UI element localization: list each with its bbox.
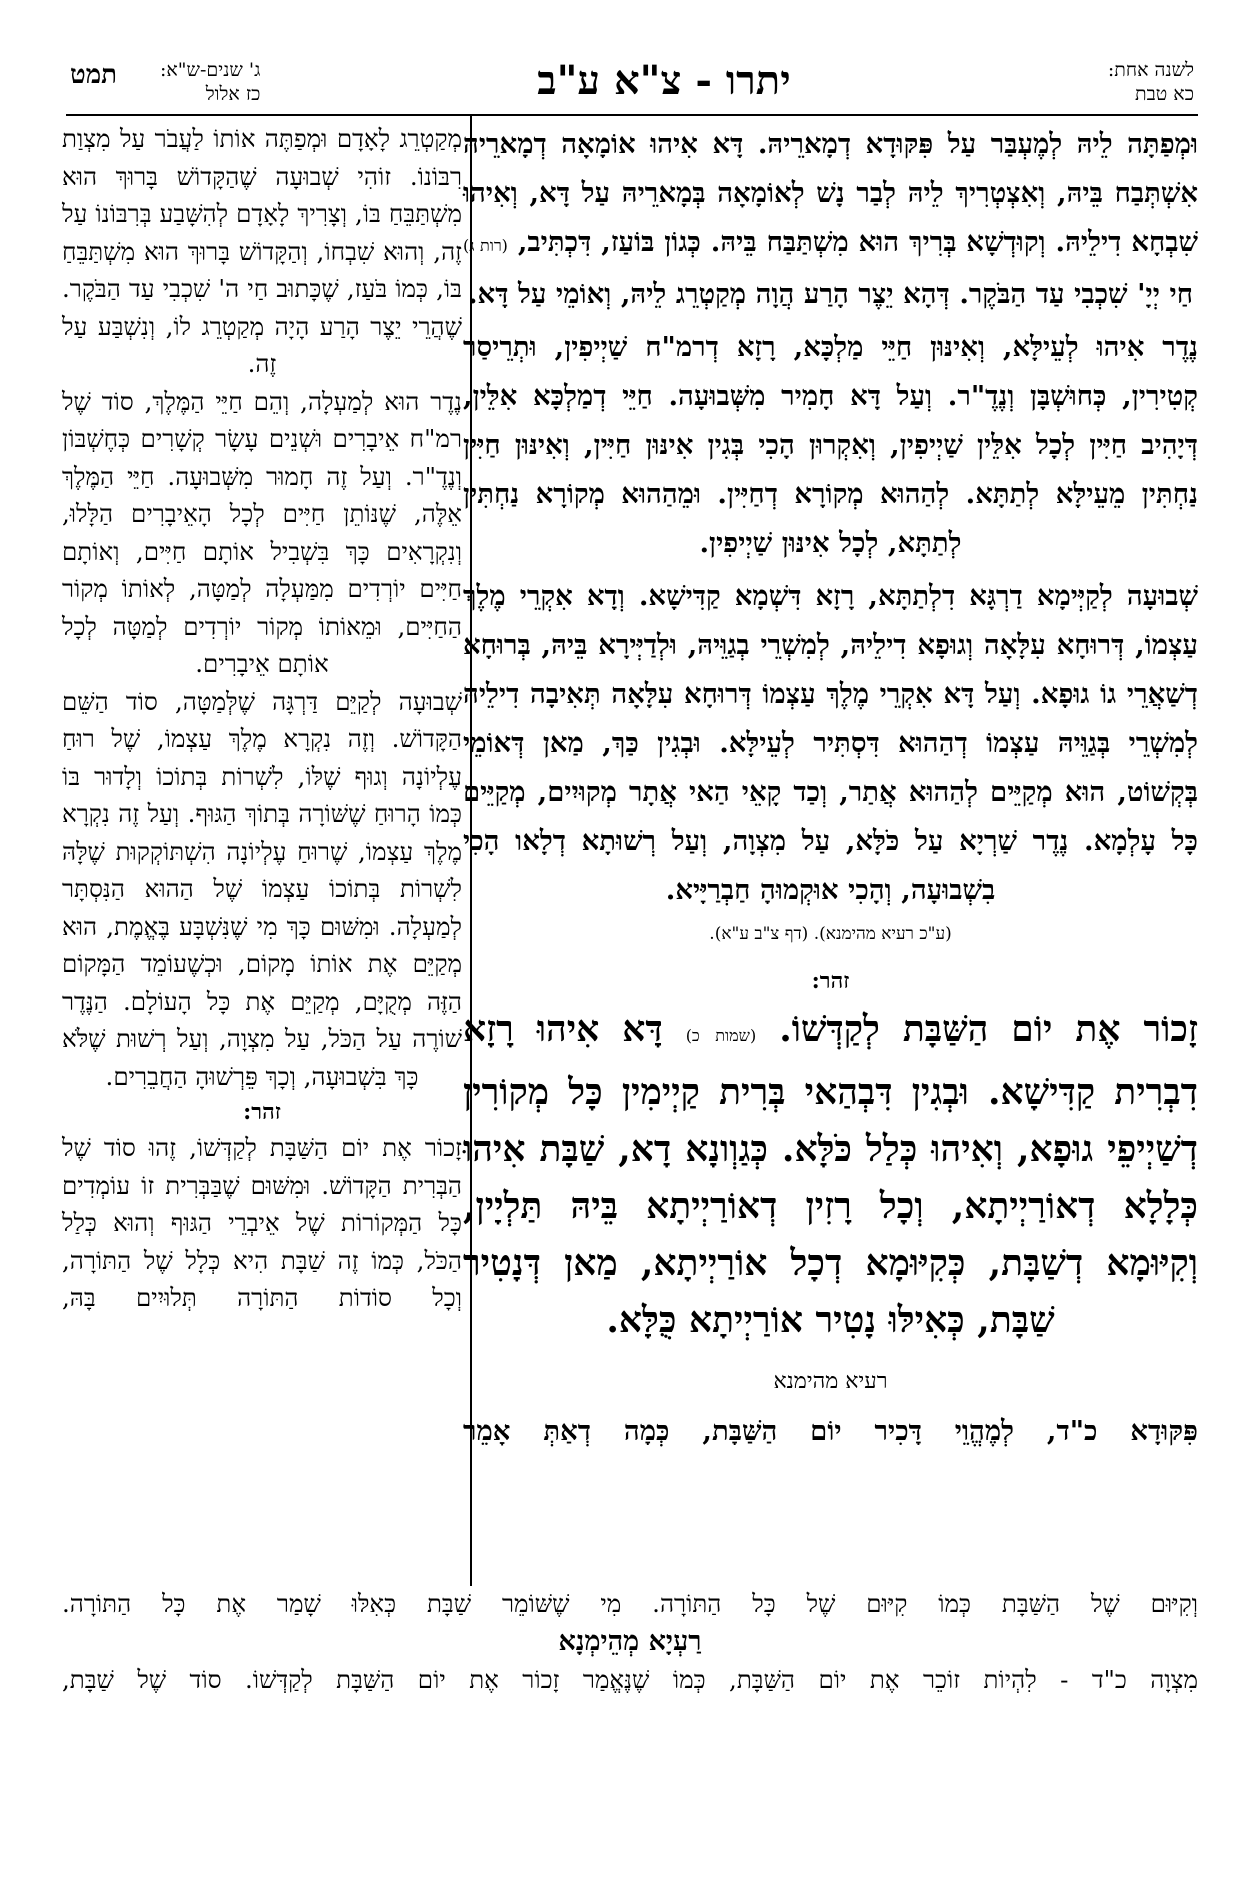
main-p1-text: וּמְפַתָּה לֵיהּ לְמֶעְבַּר עַל פִּקּוּדָא דְמָארֵיהּ. דָּא אִיהוּ אוֹמָאָה דְמָארֵיהּ אִשְׁתְּבַח בֵּיהּ, וְאִצְטְרִיךְ לֵיהּ לְבַר נָשׁ לְאוֹמָאָה בְּמָארֵיהּ עַל דָּא, וְאִיהוּ שִׁבְחָא דִילֵיהּ. וְקוּדְשָׁא בְּרִיךְ הוּא מִשְׁתַּבַּח בֵּיהּ. כְּגוֹן בּוֹעַז, דִּכְתִּיב,: [463, 128, 1198, 258]
side-paragraph-2: נֶדֶר הוּא לְמַעְלָה, וְהֵם חַיֵּי הַמֶּלֶךְ, סוֹד שֶׁל רמ"ח אֵיבָרִים וּשְׁנֵים עָשָׂר קְשָׁרִים כְּחֶשְׁבּוֹן וְנֶדֶ"ר. וְעַל זֶה חָמוּר מִשְּׁבוּעָה. חַיֵּי הַמֶּלֶךְ אֵלֶּה, שֶׁנּוֹתֵן חַיִּים לְכָל הָאֵיבָרִים הַלָּלוּ, וְנִקְרָאִים כָּךְ בִּשְׁבִיל אוֹתָם חַיִּים, וְאוֹתָם חַיִּים יוֹרְדִים מִמַּעְלָה לְמַטָּה, לְאוֹתוֹ מְקוֹר הַחַיִּים, וּמֵאוֹתוֹ מְקוֹר יוֹרְדִים לְמַטָּה לְכָל אוֹתָם אֵיבָרִים.: [62, 386, 462, 678]
page-header: [70, 58, 1194, 122]
header-left: [160, 58, 260, 106]
bottom-line-2: מִצְוָה כ"ד - לִהְיוֹת זוֹכֵר אֶת יוֹם הַשַּׁבָּת, כְּמוֹ שֶׁנֶּאֱמַר זָכוֹר אֶת יוֹם הַשַּׁבָּת לְקַדְּשׁוֹ. סוֹד שֶׁל שַׁבָּת,: [62, 1665, 1198, 1694]
side-paragraph-3: שְׁבוּעָה לְקַיֵּם דַּרְגָּה שֶׁלְּמַטָּה, סוֹד הַשֵּׁם הַקָּדוֹשׁ. וְזֶה נִקְרָא מֶלֶךְ עַצְמוֹ, שֶׁל רוּחַ עֶלְיוֹנָה וְגוּף שֶׁלּוֹ, לִשְׁרוֹת בְּתוֹכוֹ וְלָדוּר בּוֹ כְּמוֹ הָרוּחַ שֶׁשּׁוֹרָה בְּתוֹךְ הַגּוּף. וְעַל זֶה נִקְרָא מֶלֶךְ עַצְמוֹ, שֶׁרוּחַ עֶלְיוֹנָה הִשְׁתּוֹקְקוּת שֶׁלָּהּ לִשְׁרוֹת בְּתוֹכוֹ עַצְמוֹ שֶׁל הַהוּא הַנִּסְתָּר לְמַעְלָה. וּמִשּׁוּם כָּךְ מִי שֶׁנִּשְׁבָּע בֶּאֱמֶת, הוּא מְקַיֵּם אֶת אוֹתוֹ מָקוֹם, וּכְשֶׁעוֹמֵד הַמָּקוֹם הַזֶּה מְקֻיָּם, מְקַיֵּם אֶת כָּל הָעוֹלָם. הַנֶּדֶר שׁוֹרֶה עַל הַכֹּל, עַל מִצְוָה, וְעַל רְשׁוּת שֶׁלֹּא כָּךְ בִּשְׁבוּעָה, וְכָךְ פֵּרְשׁוּהָ הַחֲבֵרִים.: [62, 686, 462, 1091]
header-left-bottom: כז אלול: [205, 83, 261, 105]
main-zohar-start: זָכוֹר אֶת יוֹם הַשַּׁבָּת לְקַדְּשׁוֹ.: [779, 1008, 1198, 1050]
column-divider: [470, 114, 472, 1586]
side-paragraph-1: מְקַטְרֵג לָאָדָם וּמְפַתֶּה אוֹתוֹ לַעֲבֹר עַל מִצְוַת רִבּוֹנוֹ. זוֹהִי שְׁבוּעָה שֶׁהַקָּדוֹשׁ בָּרוּךְ הוּא מִשְׁתַּבֵּחַ בּוֹ, וְצָרִיךְ לָאָדָם לְהִשָּׁבַע בְּרִבּוֹנוֹ עַל זֶה, וְהוּא שִׁבְחוֹ, וְהַקָּדוֹשׁ בָּרוּךְ הוּא מִשְׁתַּבֵּחַ בּוֹ, כְּמוֹ בֹּעַז, שֶׁכָּתוּב חַי ה' שִׁכְבִי עַד הַבֹּקֶר. שֶׁהֲרֵי יֵצֶר הָרַע הָיָה מְקַטְרֵג לוֹ, וְנִשְׁבַּע עַל זֶה.: [62, 124, 462, 378]
side-zohar-heading: זהר:: [243, 1099, 281, 1125]
header-right-top: לשנה אחת:: [1107, 59, 1194, 81]
bottom-heading: רַעְיָא מְהֵימְנָא: [558, 1626, 702, 1657]
main-zohar-rest: דָּא אִיהוּ רָזָא דִבְרִית קַדִּישָׁא. וּבְגִין דִּבְהַאי בְּרִית קַיְימִין כָּל מְקוֹרִין דְשַׁיְיפֵי גוּפָא, וְאִיהוּ כְּלַל כֹּלָּא. כְּגַוְונָא דָא, שַׁבָּת אִיהוּ כְּלָלָא דְאוֹרַיְיתָא, וְכָל רָזִין דְאוֹרַיְיתָא בֵּיהּ תַּלְיָין, וְקִיּוּמָא דְשַׁבָּת, כְּקִיּוּמָא דְכָל אוֹרַיְיתָא, מַאן דְּנָטִיר שַׁבָּת, כְּאִילּוּ נָטִיר אוֹרַיְיתָא כֻּלָּא.: [463, 1008, 1198, 1341]
main-paragraph-2: נֶדֶר אִיהוּ לְעֵילָּא, וְאִינּוּן חַיֵּי מַלְכָּא, רָזָא דְרמ"ח שַׁיְיפִין, וּתְרֵיסַר קְטִירִין, כְּחוּשְׁבָּן וְנֶדֶ"ר. וְעַל דָּא חָמִיר מִשְּׁבוּעָה. חַיֵּי דְמַלְכָּא אִלֵּין, דְּיָהִיב חַיִּין לְכָל אִלֵּין שַׁיְיפִין, וְאִקְרוּן הָכִי בְּגִין אִינּוּן חַיִּין, וְאִינּוּן חַיִּין נַחְתִּין מֵעֵילָּא לְתַתָּא. לְהַהוּא מְקוֹרָא דְחַיִּין. וּמֵהַהוּא מְקוֹרָא נַחְתִּין לְתַתָּא, לְכָל אִינּוּן שַׁיְיפִין.: [463, 331, 1198, 559]
main-zohar-heading: זהר:: [811, 968, 850, 994]
bottom-section: [62, 1585, 1198, 1699]
main-column: [463, 120, 1198, 1585]
main-pikuda-line: פִּקּוּדָא כ"ד, לְמֶהֱוֵי דָּכִיר יוֹם הַשַּׁבָּת, כְּמָה דְאַתְּ אָמֵר: [463, 1415, 1198, 1447]
bottom-line-1: וְקִיּוּם שֶׁל הַשַּׁבָּת כְּמוֹ קִיּוּם שֶׁל כָּל הַתּוֹרָה. מִי שֶׁשּׁוֹמֵר שַׁבָּת כְּאִלּוּ שָׁמַר אֶת כָּל הַתּוֹרָה.: [62, 1589, 1198, 1618]
main-paragraph-3: שְׁבוּעָה לְקַיְּימָא דַרְגָּא דִלְתַתָּא, רָזָא דִּשְׁמָא קַדִּישָׁא. וְדָא אִקְרֵי מֶלֶךְ עַצְמוֹ, דְּרוּחָא עִלָּאָה וְגוּפָא דִילֵיהּ, לְמִשְׁרֵי בְגַוֵּיהּ, וּלְדַיְּירָא בֵּיהּ, בְּרוּחָא דְשַׁאֲרֵי גוֹ גוּפָא. וְעַל דָּא אִקְרֵי מֶלֶךְ עַצְמוֹ דְּרוּחָא עִלָּאָה תְּאִיבָה דִילֵיהּ לְמִשְׁרֵי בְּגַוֵּיהּ עַצְמוֹ דְהַהוּא דִּסְתִּיר לְעֵילָּא. וּבְגִין כַּךְ, מַאן דְּאוֹמֵי בְּקְשׁוֹט, הוּא מְקַיֵּים לְהַהוּא אֲתַר, וְכַד קָאֵי הַאי אֲתָר מְקוּיִים, מְקַיֵּים כָּל עָלְמָא. נֶדֶר שַׁרְיָא עַל כֹּלָּא, עַל מִצְוָה, וְעַל רְשׁוּתָא דְלָאו הָכִי בִשְׁבוּעָה, וְהָכִי אוּקְמוּהָ חַבְרַיָּיא.: [463, 580, 1198, 906]
page-title: יתרו - צ"א ע"ב: [537, 57, 791, 104]
main-p1-end: חַי יְיָ' שִׁכְבִי עַד הַבֹּקֶר. דְּהָא יֵצֶר הָרַע הֲוָה מְקַטְרֵג לֵיהּ, וְאוֹמֵי עַל דָּא.: [467, 278, 1194, 310]
header-right-bottom: כא טבת: [1135, 83, 1194, 105]
main-raaya-heading: רעיא מהימנא: [773, 1369, 888, 1394]
main-paragraph-1: [463, 120, 1198, 319]
header-right: [1108, 58, 1194, 106]
main-ref-line: (ע"כ רעיא מהימנא). (דף צ"ב ע"א).: [709, 924, 952, 944]
main-zohar-paragraph: [463, 1001, 1198, 1349]
main-p1-ref: (רות ג): [463, 236, 508, 255]
side-paragraph-4: זָכוֹר אֶת יוֹם הַשַּׁבָּת לְקַדְּשׁוֹ, זֶהוּ סוֹד שֶׁל הַבְּרִית הַקָּדוֹשׁ. וּמִשּׁוּם שֶׁבַּבְּרִית זוֹ עוֹמְדִים כָּל הַמְּקוֹרוֹת שֶׁל אֵיבְרֵי הַגּוּף וְהוּא כְּלַל הַכֹּל, כְּמוֹ זֶה שַׁבָּת הִיא כְּלָל שֶׁל הַתּוֹרָה, וְכָל סוֹדוֹת הַתּוֹרָה תְּלוּיִים בָּהּ,: [62, 1133, 462, 1312]
side-column: [62, 120, 462, 1585]
page-number: תמט: [70, 60, 117, 90]
main-zohar-ref: (שמות כ): [685, 1026, 757, 1045]
header-divider: [66, 114, 1198, 116]
header-left-top: ג' שנים-ש"א:: [160, 59, 261, 81]
